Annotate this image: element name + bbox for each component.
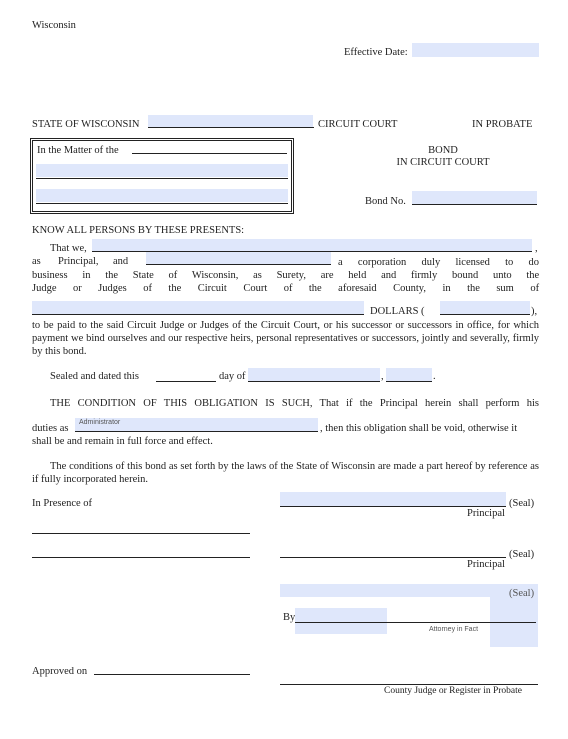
judge-signature-line	[280, 684, 538, 685]
conditions-paragraph: The conditions of this bond as set forth by the laws of the State of Wisconsin are made a part hereof by reference as if fully incorporated herein.	[32, 461, 539, 485]
matter-field-1[interactable]	[36, 164, 288, 177]
principal-comma: ,	[535, 243, 538, 254]
surety-signature-field[interactable]	[280, 584, 506, 597]
witness-line-2	[32, 557, 250, 558]
county-underline	[148, 127, 314, 128]
bond-no-field[interactable]	[412, 191, 537, 204]
sealed-year-underline	[386, 381, 432, 382]
county-field[interactable]	[148, 115, 313, 127]
line4: Judge or Judges of the Circuit Court of the aforesaid County, in the sum of	[32, 283, 540, 294]
attorney-signature-field[interactable]	[295, 608, 387, 634]
state-of-wisconsin: STATE OF WISCONSIN	[32, 119, 140, 130]
condition-paragraph: THE CONDITION OF THIS OBLIGATION IS SUCH, That if the Principal herein shall perform his	[50, 398, 539, 409]
principal-label-1: Principal	[467, 508, 505, 519]
sealed-year-field[interactable]	[386, 368, 432, 381]
seal-2: (Seal)	[509, 549, 535, 560]
bond-title: BOND	[428, 145, 458, 156]
principal-name-field[interactable]	[92, 239, 532, 251]
circuit-court-label: CIRCUIT COURT	[318, 119, 398, 130]
duties-as-label: duties as	[32, 423, 69, 434]
line2-as: as	[32, 256, 41, 267]
seal-1: (Seal)	[509, 498, 535, 509]
line2-principal: Principal,	[58, 256, 99, 267]
sum-amount-underline	[440, 314, 530, 315]
surety-name-underline	[146, 264, 331, 265]
in-presence-of-label: In Presence of	[32, 498, 93, 509]
bond-subtitle: IN CIRCUIT COURT	[396, 157, 490, 168]
day-of-label: day of	[219, 371, 246, 382]
matter-field-2[interactable]	[36, 189, 288, 202]
duties-value: Administrator	[79, 419, 121, 426]
by-label: By	[283, 612, 296, 623]
sum-amount-field[interactable]	[440, 301, 530, 314]
bond-no-underline	[412, 204, 537, 205]
matter-line-1	[36, 178, 288, 179]
seal-3: (Seal)	[509, 588, 535, 599]
principal-signature-line-2	[280, 557, 506, 558]
principal-signature-line-1	[280, 506, 506, 507]
matter-line-0	[132, 153, 287, 154]
duties-field[interactable]	[75, 418, 318, 431]
effective-date-field[interactable]	[412, 43, 539, 57]
matter-line-2	[36, 203, 288, 204]
bond-no-label: Bond No.	[365, 196, 406, 207]
payment-paragraph: to be paid to the said Circuit Judge or Judges of the Circuit Court, or his successor or successors in office, for which payment we bind ourselves and our respective heirs, personal representatives or successors, jointly and severally, firmly by this bond.	[32, 320, 539, 357]
line2-rest: a corporation duly licensed to do	[338, 257, 539, 268]
sealed-month-underline	[248, 381, 380, 382]
matter-label: In the Matter of the	[37, 145, 119, 156]
duties-rest-2: shall be and remain in full force and effect.	[32, 436, 213, 447]
that-we-label: That we,	[50, 243, 87, 254]
in-probate-label: IN PROBATE	[472, 119, 533, 130]
sum-words-field[interactable]	[32, 301, 364, 314]
year-separator: ,	[381, 371, 384, 382]
approved-on-label: Approved on	[32, 666, 88, 677]
line2-and: and	[113, 256, 129, 267]
sealed-period: .	[433, 371, 436, 382]
witness-line-1	[32, 533, 250, 534]
sealed-month-field[interactable]	[248, 368, 380, 381]
state-header: Wisconsin	[32, 20, 76, 31]
county-judge-label: County Judge or Register in Probate	[384, 686, 522, 696]
duties-rest: , then this obligation shall be void, otherwise it	[320, 423, 518, 434]
line3: business in the State of Wisconsin, as Surety, are held and firmly bound unto the	[32, 270, 540, 281]
principal-signature-field-1[interactable]	[280, 492, 506, 506]
approved-on-underline	[94, 674, 250, 675]
dollars-close: ),	[531, 306, 538, 317]
sealed-day-underline	[156, 381, 216, 382]
duties-underline	[75, 431, 318, 432]
know-all-heading: KNOW ALL PERSONS BY THESE PRESENTS:	[32, 225, 245, 236]
sum-words-underline	[32, 314, 364, 315]
attorney-in-fact-label: Attorney in Fact	[429, 626, 479, 633]
principal-label-2: Principal	[467, 559, 505, 570]
dollars-label: DOLLARS (	[370, 306, 425, 317]
sealed-label: Sealed and dated this	[50, 371, 139, 382]
effective-date-label: Effective Date:	[344, 47, 408, 58]
attorney-signature-line	[295, 622, 536, 623]
surety-name-field[interactable]	[146, 252, 331, 264]
